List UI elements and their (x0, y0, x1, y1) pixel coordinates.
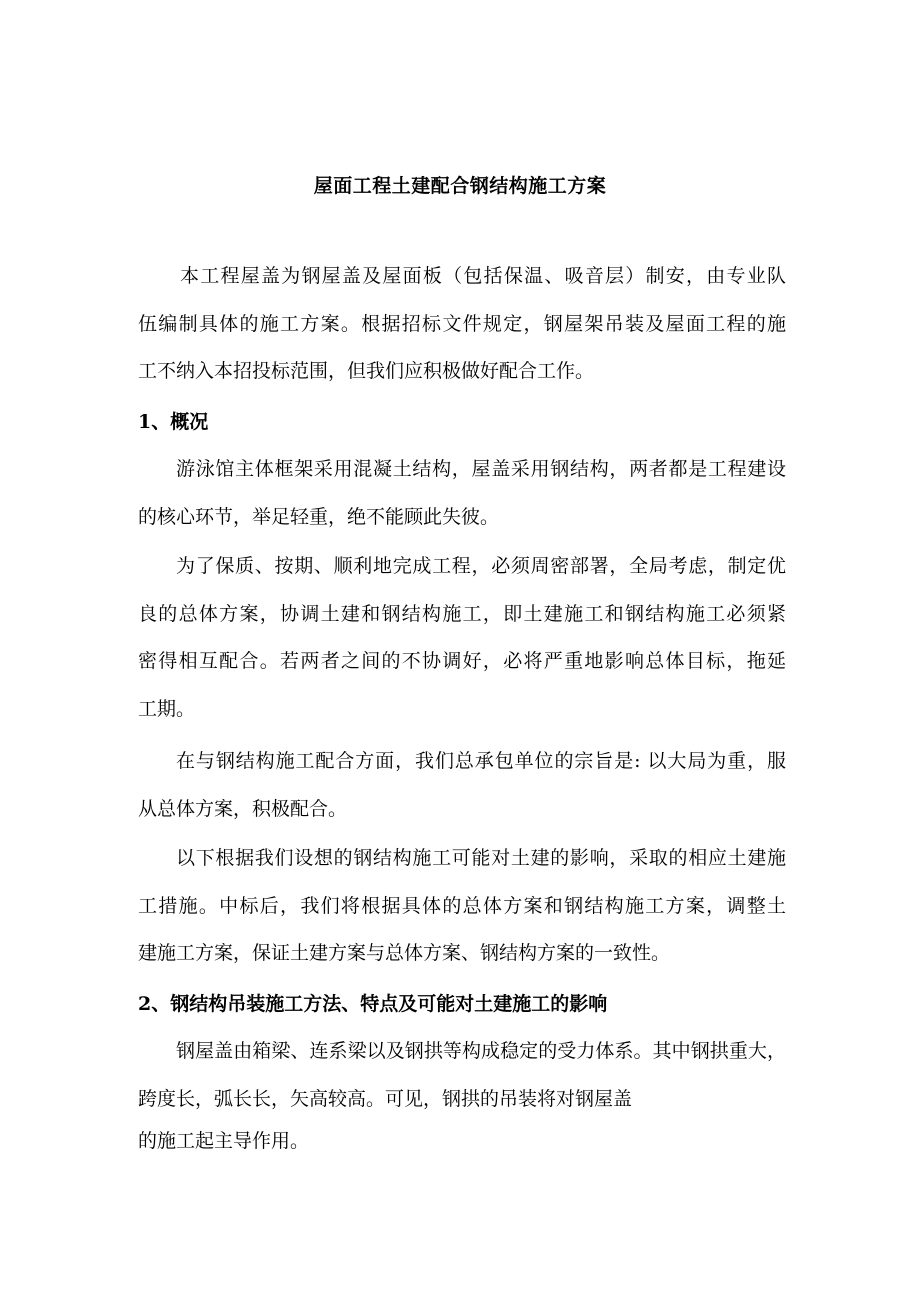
section-2-paragraph-1 (138, 1028, 786, 1123)
intro-paragraph (138, 253, 786, 396)
paragraph-line: 良的总体方案，协调土建和钢结构施工，即土建施工和钢结构施工必须紧 (138, 602, 786, 625)
paragraph-line: 的核心环节，举足轻重，绝不能顾此失彼。 (138, 505, 500, 528)
paragraph-line: 的施工起主导作用。 (138, 1130, 310, 1152)
section-1-heading: 1、概况 (138, 411, 209, 433)
intro-line-3: 工不纳入本招投标范围，但我们应积极做好配合工作。 (138, 360, 595, 382)
section-1-paragraph-3 (138, 738, 786, 833)
section-2-paragraph-2 (138, 1118, 786, 1166)
paragraph-line: 钢屋盖由箱梁、连系梁以及钢拱等构成稳定的受力体系。其中钢拱重大， (176, 1040, 786, 1062)
section-1-paragraph-2 (138, 543, 786, 733)
paragraph-line: 工措施。中标后，我们将根据具体的总体方案和钢结构施工方案，调整土 (138, 894, 786, 917)
paragraph-line: 在与钢结构施工配合方面，我们总承包单位的宗旨是: 以大局为重，服 (176, 750, 786, 772)
paragraph-line: 工期。 (138, 697, 196, 720)
paragraph-line: 游泳馆主体框架采用混凝土结构，屋盖采用钢结构，两者都是工程建设 (176, 458, 786, 480)
paragraph-line: 跨度长，弧长长，矢高较高。可见，钢拱的吊装将对钢屋盖 (138, 1087, 633, 1110)
intro-line-2: 伍编制具体的施工方案。根据招标文件规定，钢屋架吊装及屋面工程的施 (138, 312, 786, 335)
section-2-heading: 2、钢结构吊装施工方法、特点及可能对土建施工的影响 (138, 993, 608, 1015)
paragraph-line: 以下根据我们设想的钢结构施工可能对土建的影响，采取的相应土建施 (176, 847, 786, 869)
section-1-paragraph-1 (138, 446, 786, 541)
paragraph-line: 密得相互配合。若两者之间的不协调好，必将严重地影响总体目标，拖延 (138, 650, 786, 672)
section-1-paragraph-4 (138, 835, 786, 978)
paragraph-line: 从总体方案，积极配合。 (138, 797, 348, 820)
document-title: 屋面工程土建配合钢结构施工方案 (313, 175, 607, 197)
paragraph-line: 建施工方案，保证土建方案与总体方案、钢结构方案的一致性。 (138, 942, 671, 964)
intro-line-1: 本工程屋盖为钢屋盖及屋面板（包括保温、吸音层）制安，由专业队 (180, 265, 786, 287)
paragraph-line: 为了保质、按期、顺利地完成工程，必须周密部署，全局考虑，制定优 (176, 555, 786, 577)
